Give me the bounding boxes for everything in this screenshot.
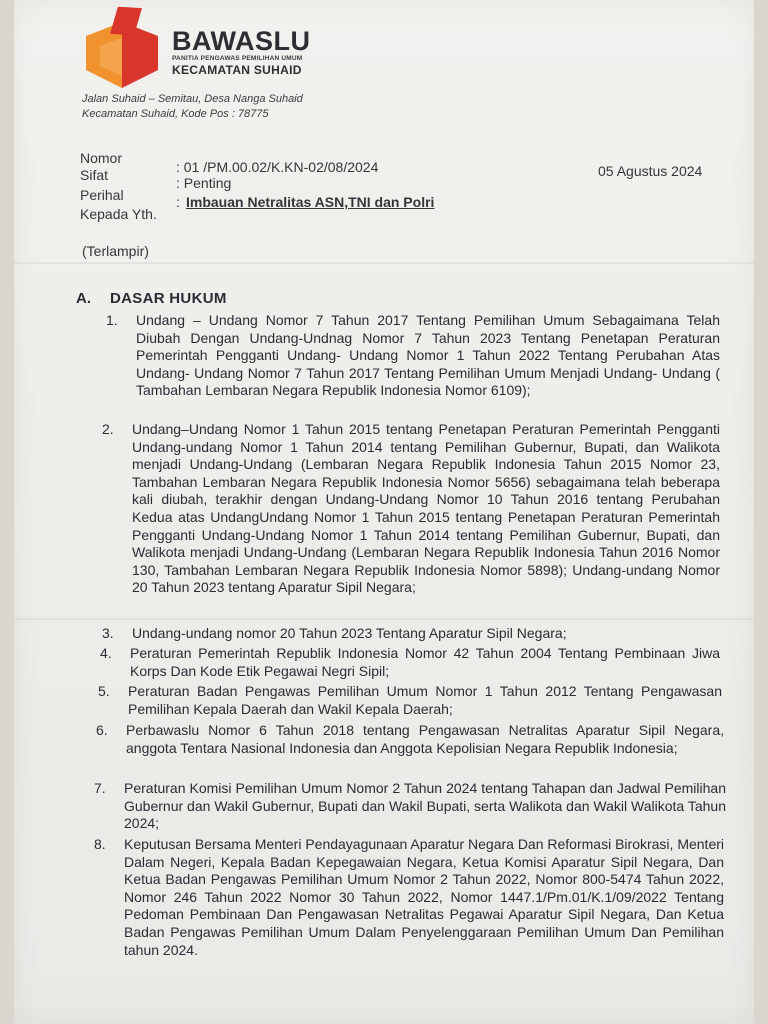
list-item-number: 4. (100, 645, 112, 661)
paper-fold (14, 618, 754, 620)
section-letter: A. (76, 290, 91, 307)
sifat-value: : Penting (176, 175, 232, 191)
letter-page (14, 0, 754, 1024)
list-item-number: 3. (102, 625, 114, 641)
nomor-label: Nomor (80, 150, 123, 166)
perihal-label: Perihal (80, 187, 124, 203)
list-item-number: 2. (102, 421, 114, 437)
letter-date: 05 Agustus 2024 (598, 163, 703, 179)
list-item-text: Undang–Undang Nomor 1 Tahun 2015 tentang Penetapan Peraturan Pemerintah Pengganti Undang-undang Nomor 1 Tahun 2014 tentang Pemilihan Gubernur, Bupati, dan Walikota menjadi Undang-Undang (Lembaran Negara Republik Indonesia Tahun 2015 Nomor 23, Tambahan Lembaran Negara Republik Indonesia Nomor 5656) sebagaimana telah beberapa kali diubah, terakhir dengan Undang-Undang Nomor 10 Tahun 2016 tentang Perubahan Kedua atas UndangUndang Nomor 1 Tahun 2015 tentang Penetapan Peraturan Pemerintah Pengganti Undang-Undang Nomor 1 Tahun 2014 tentang Pemilihan Gubernur, Bupati, dan Walikota menjadi Undang-Undang (Lembaran Negara Republik Indonesia Tahun 2016 Nomor 130, Tambahan Lembaran Negara Republik Indonesia Nomor 5898); Undang-undang Nomor 20 Tahun 2023 tentang Aparatur Sipil Negara; (132, 421, 720, 596)
list-item-text: Undang-undang nomor 20 Tahun 2023 Tentang Aparatur Sipil Negara; (132, 625, 567, 641)
kepada-label: Kepada Yth. (80, 206, 157, 222)
address-line-1: Jalan Suhaid – Semitau, Desa Nanga Suhaid (82, 93, 303, 105)
list-item-number: 7. (94, 780, 106, 796)
nomor-value: : 01 /PM.00.02/K.KN-02/08/2024 (176, 159, 379, 175)
address-line-2: Kecamatan Suhaid, Kode Pos : 78775 (82, 108, 269, 120)
perihal-colon: : (176, 194, 180, 210)
list-item-number: 6. (96, 722, 108, 738)
list-item-text: Keputusan Bersama Menteri Pendayagunaan Aparatur Negara Dan Reformasi Birokrasi, Menteri Dalam Negeri, Kepala Badan Kepegawaian Negara, Ketua Komisi Aparatur Sipil Negara, Dan Ketua Badan Pengawas Pemilihan Umum Nomor 2 Tahun 2022, Nomor 800-5474 Tahun 2022, Nomor 246 Tahun 2022 Nomor 30 Tahun 2022, Nomor 1447.1/Pm.01/K.1/09/2022 Tentang Pedoman Pembinaan Dan Pengawasan Netralitas Pegawai Aparatur Sipil Negara, Dan Ketua Badan Pengawas Pemilihan Umum Dalam Penyelenggaraan Pemilihan Umum Dan Pemilihan tahun 2024. (124, 836, 724, 958)
bawaslu-logo-icon (82, 6, 166, 90)
list-item-text: Peraturan Badan Pengawas Pemilihan Umum Nomor 1 Tahun 2012 Tentang Pengawasan Pemilihan Kepala Daerah dan Wakil Kepala Daerah; (128, 683, 722, 717)
org-subtitle: PANITIA PENGAWAS PEMILIHAN UMUM (172, 55, 303, 62)
list-item-number: 1. (106, 312, 118, 328)
paper-fold (14, 262, 754, 264)
list-item-text: Peraturan Pemerintah Republik Indonesia Nomor 42 Tahun 2004 Tentang Pembinaan Jiwa Korps Dan Kode Etik Pegawai Negri Sipil; (130, 645, 720, 679)
attached-note: (Terlampir) (82, 243, 149, 259)
list-item-text: Undang – Undang Nomor 7 Tahun 2017 Tentang Pemilihan Umum Sebagaimana Telah Diubah Dengan Undang-Undnag Nomor 7 Tahun 2023 Tentang Penetapan Peraturan Pemerintah Pengganti Undang- Undang Nomor 1 Tahun 2022 Tentang Perubahan Atas Undang- Undang Nomor 7 Tahun 2017 Tentang Pemilihan Umum Menjadi Undang- Undang ( Tambahan Lembaran Negara Republik Indonesia Nomor 6109); (136, 312, 720, 399)
org-district: KECAMATAN SUHAID (172, 63, 302, 77)
list-item-number: 5. (98, 683, 110, 699)
perihal-value: Imbauan Netralitas ASN,TNI dan Polri (186, 194, 435, 210)
list-item-text: Perbawaslu Nomor 6 Tahun 2018 tentang Pengawasan Netralitas Aparatur Sipil Negara, anggota Tentara Nasional Indonesia dan Anggota Kepolisian Negara Republik Indonesia; (126, 722, 724, 756)
org-name: BAWASLU (172, 26, 311, 56)
list-item-text: Peraturan Komisi Pemilihan Umum Nomor 2 Tahun 2024 tentang Tahapan dan Jadwal Pemilihan Gubernur dan Wakil Gubernur, Bupati dan Wakil Bupati, serta Walikota dan Wakil Walikota Tahun 2024; (124, 780, 726, 832)
section-title: DASAR HUKUM (110, 290, 227, 307)
list-item-number: 8. (94, 836, 106, 852)
sifat-label: Sifat (80, 167, 109, 183)
